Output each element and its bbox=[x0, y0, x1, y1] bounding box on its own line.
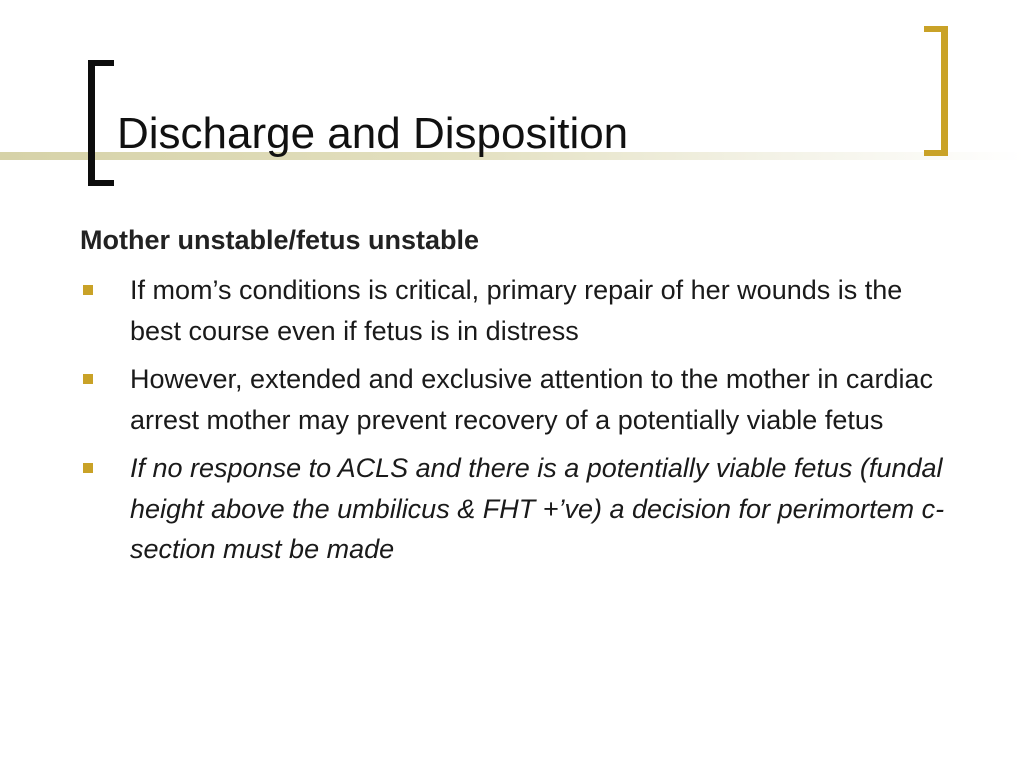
right-bracket-decoration bbox=[924, 26, 948, 156]
bullet-item bbox=[80, 359, 960, 440]
bullet-list bbox=[80, 270, 960, 570]
bullet-text: If no response to ACLS and there is a potentially viable fetus (fundal height above the umbilicus & FHT +’ve) a decision for perimortem c-section must be made bbox=[130, 453, 945, 564]
bullet-text: If mom’s conditions is critical, primary repair of her wounds is the best course even if fetus is in distress bbox=[130, 275, 903, 346]
slide-title: Discharge and Disposition bbox=[117, 109, 629, 158]
bullet-item bbox=[80, 448, 960, 570]
square-bullet-icon bbox=[83, 463, 93, 473]
subheading: Mother unstable/fetus unstable bbox=[80, 225, 480, 255]
slide-content bbox=[80, 220, 960, 578]
left-bracket-decoration bbox=[88, 60, 114, 186]
bullet-text: However, extended and exclusive attention to the mother in cardiac arrest mother may prevent recovery of a potentially viable fetus bbox=[130, 364, 933, 435]
square-bullet-icon bbox=[83, 374, 93, 384]
square-bullet-icon bbox=[83, 285, 93, 295]
bullet-item bbox=[80, 270, 960, 351]
